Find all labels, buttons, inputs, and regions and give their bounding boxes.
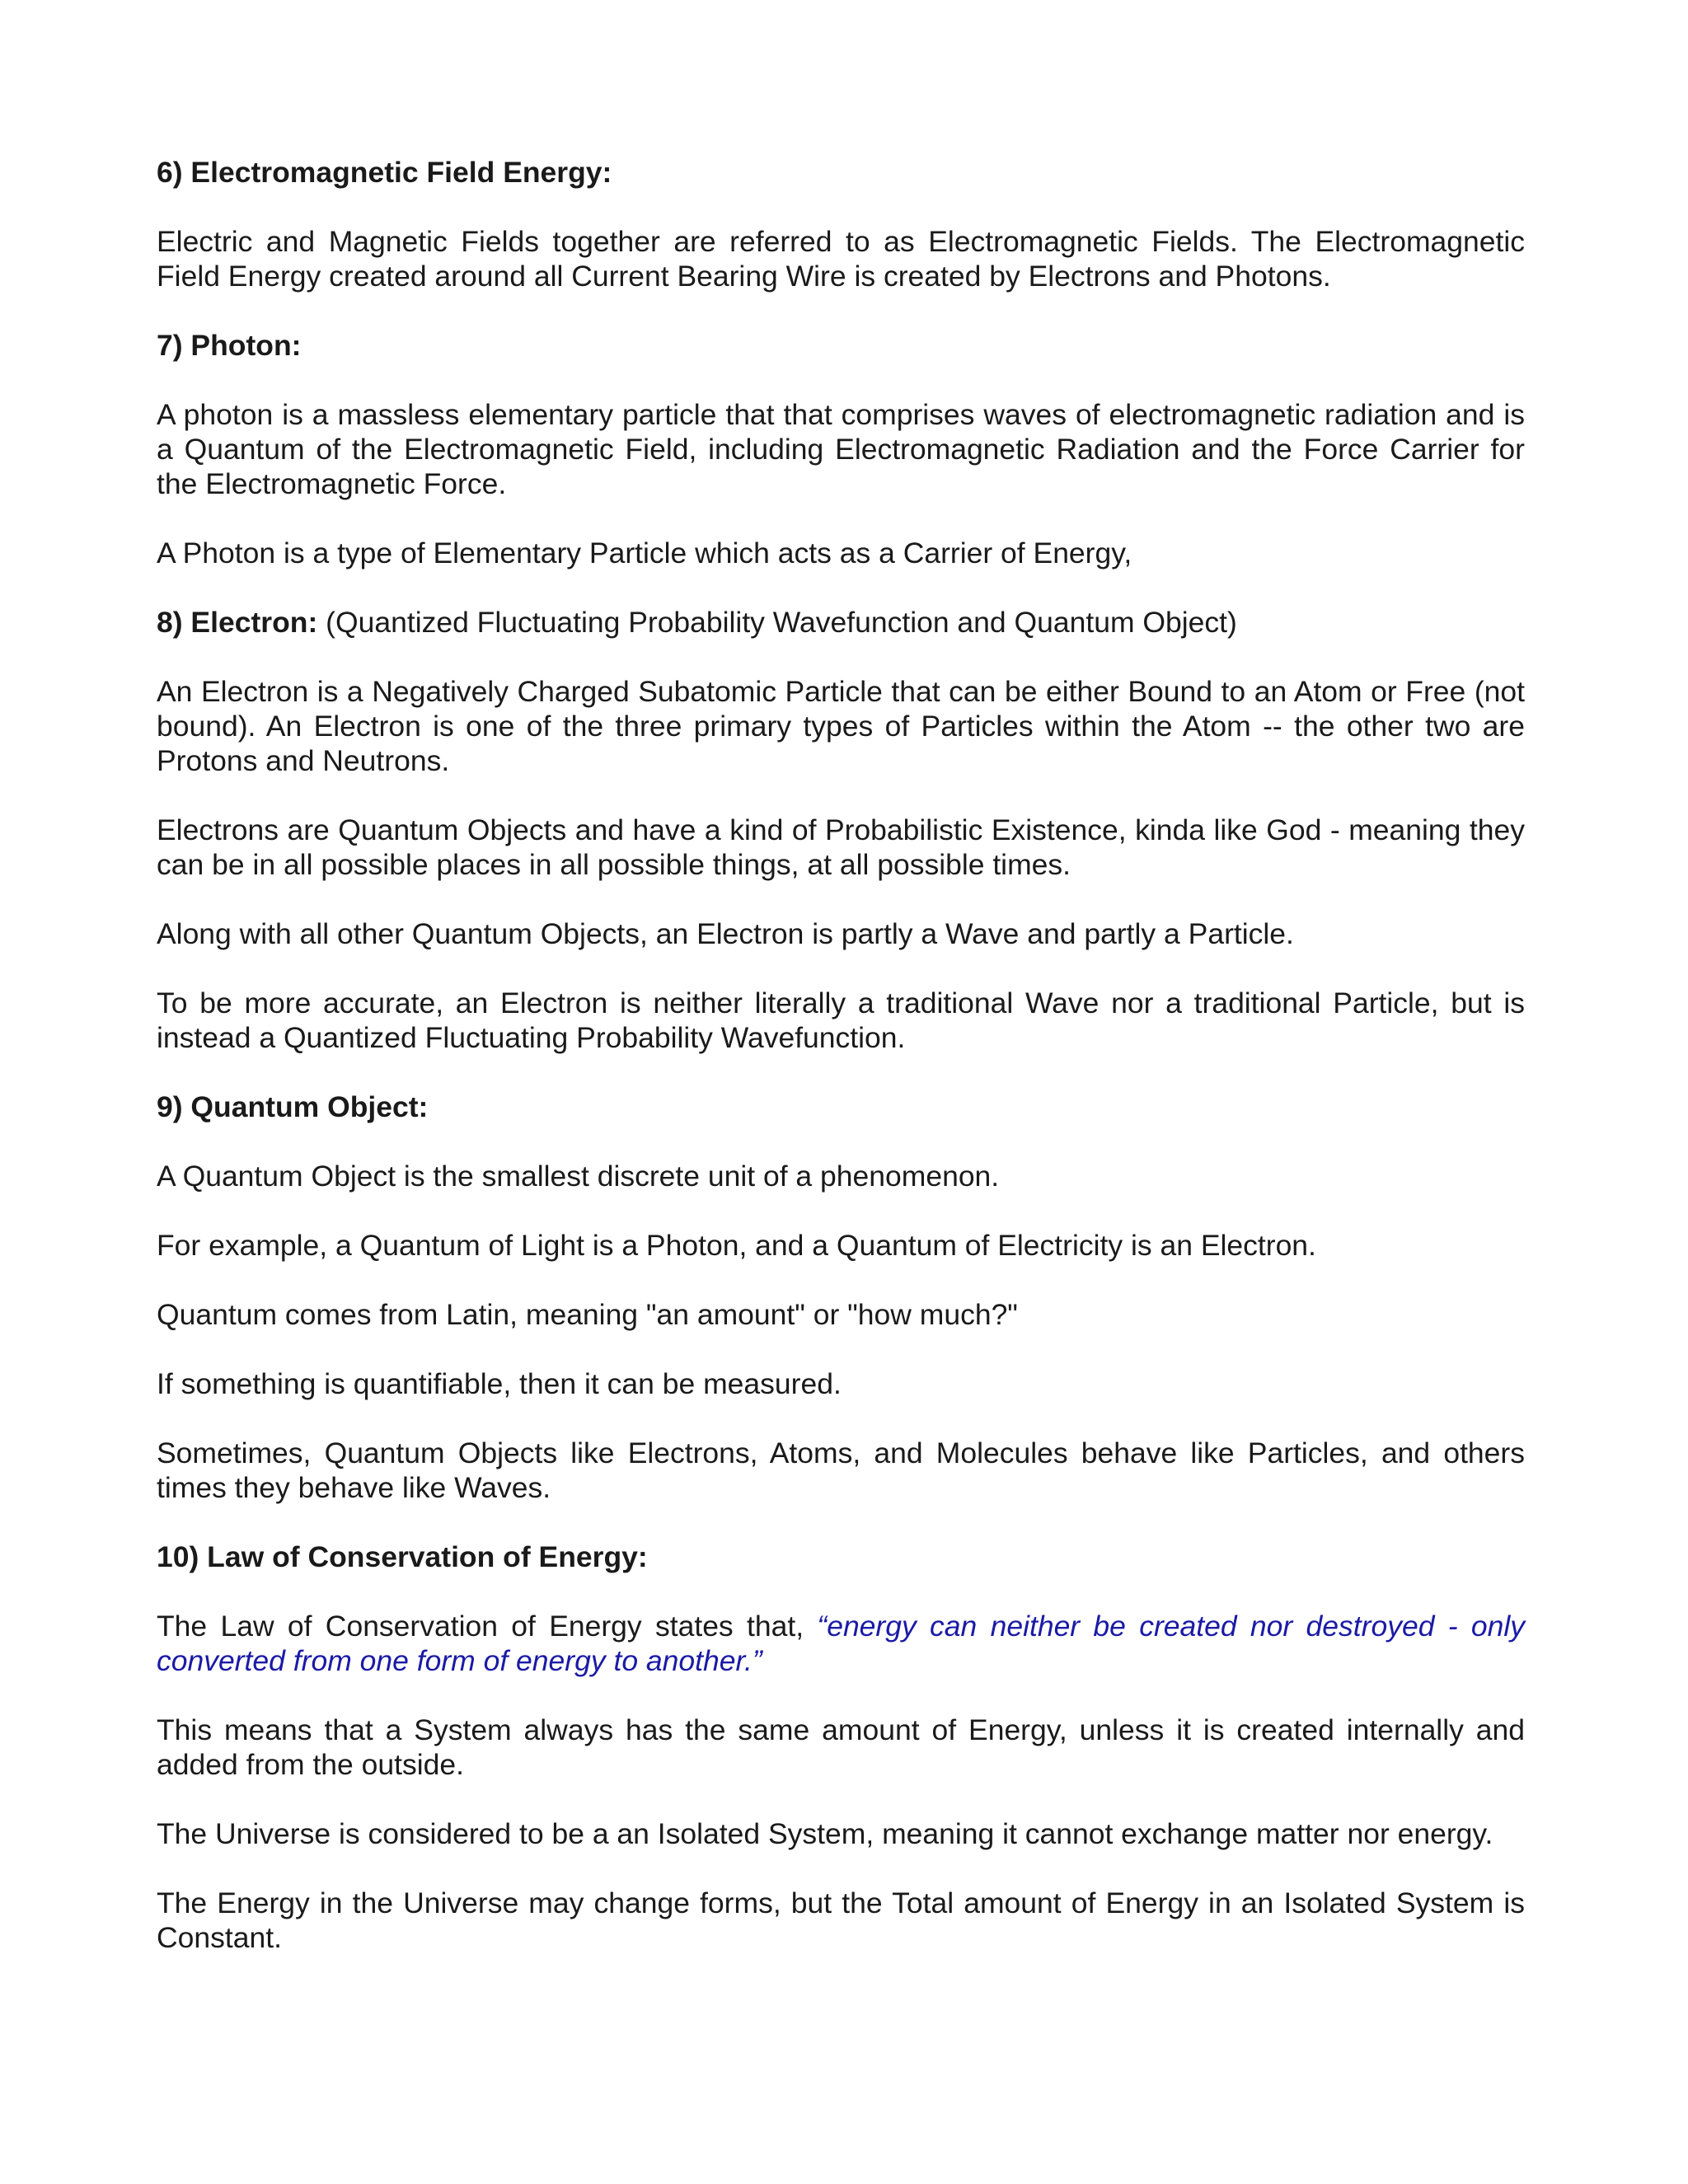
section-heading-electron: 8) Electron:	[157, 606, 318, 639]
section-heading-law-of-conservation: 10) Law of Conservation of Energy:	[157, 1540, 648, 1573]
section-heading-electron-line	[157, 605, 1525, 640]
paragraph: If something is quantifiable, then it can be measured.	[157, 1367, 842, 1400]
paragraph: For example, a Quantum of Light is a Photon, and a Quantum of Electricity is an Electron.	[157, 1229, 1316, 1262]
quote-lead-text: The Law of Conservation of Energy states that,	[157, 1610, 818, 1643]
section-heading-electron-subtitle: (Quantized Fluctuating Probability Wavefunction and Quantum Object)	[317, 606, 1237, 639]
section-heading-photon: 7) Photon:	[157, 329, 302, 362]
paragraph-with-quote	[157, 1609, 1525, 1678]
paragraph: Electric and Magnetic Fields together are referred to as Electromagnetic Fields. The Electromagnetic Field Energy created around all Current Bearing Wire is created by Electrons and Photons.	[157, 225, 1525, 293]
document-page	[157, 155, 1525, 1990]
paragraph: Along with all other Quantum Objects, an Electron is partly a Wave and partly a Particle.	[157, 917, 1294, 950]
paragraph: Quantum comes from Latin, meaning "an amount" or "how much?"	[157, 1298, 1018, 1331]
paragraph: A Photon is a type of Elementary Particle which acts as a Carrier of Energy,	[157, 537, 1132, 569]
paragraph: An Electron is a Negatively Charged Subatomic Particle that can be either Bound to an Atom or Free (not bound). An Electron is one of the three primary types of Particles within the Atom -- the other two are Protons and Neutrons.	[157, 675, 1525, 777]
paragraph: This means that a System always has the same amount of Energy, unless it is created internally and added from the outside.	[157, 1713, 1525, 1781]
paragraph: Electrons are Quantum Objects and have a kind of Probabilistic Existence, kinda like God - meaning they can be in all possible places in all possible things, at all possible times.	[157, 813, 1525, 881]
section-heading-electromagnetic-field-energy: 6) Electromagnetic Field Energy:	[157, 156, 612, 189]
paragraph: A Quantum Object is the smallest discrete unit of a phenomenon.	[157, 1160, 1000, 1193]
paragraph: Sometimes, Quantum Objects like Electrons, Atoms, and Molecules behave like Particles, and others times they behave like Waves.	[157, 1436, 1525, 1504]
paragraph: The Universe is considered to be a an Isolated System, meaning it cannot exchange matter nor energy.	[157, 1817, 1493, 1850]
paragraph: A photon is a massless elementary particle that that comprises waves of electromagnetic radiation and is a Quantum of the Electromagnetic Field, including Electromagnetic Radiation and the Force Carrier for the Electromagnetic Force.	[157, 398, 1525, 500]
section-heading-quantum-object: 9) Quantum Object:	[157, 1090, 429, 1123]
quoted-law-text: “energy can neither be created nor destroyed - only converted from one form of energy to another.”	[157, 1610, 1525, 1677]
paragraph: The Energy in the Universe may change forms, but the Total amount of Energy in an Isolated System is Constant.	[157, 1886, 1525, 1954]
paragraph: To be more accurate, an Electron is neither literally a traditional Wave nor a traditional Particle, but is instead a Quantized Fluctuating Probability Wavefunction.	[157, 987, 1525, 1054]
